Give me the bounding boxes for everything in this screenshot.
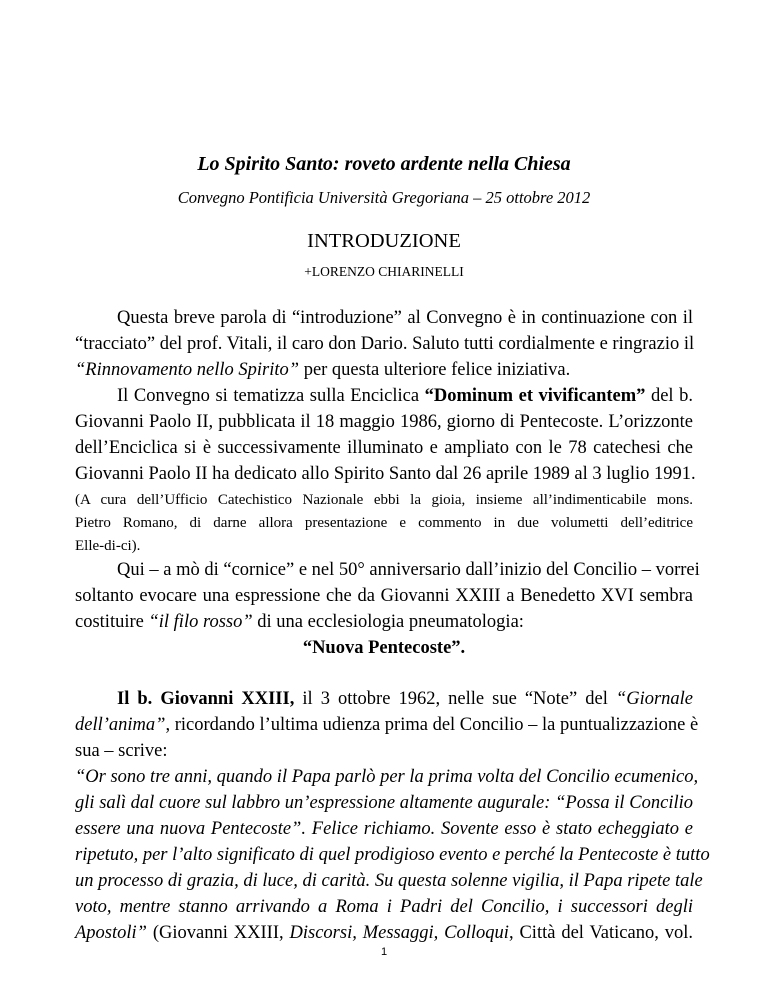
paragraph-text: il 3 ottobre 1962, nelle sue “Note” del — [294, 689, 616, 709]
highlight-phrase: “Nuova Pentecoste”. — [302, 638, 466, 658]
paragraph-line: Questa breve parola di “introduzione” al Convegno è in continuazione con il — [117, 308, 693, 328]
italic-text: “il filo rosso” — [148, 612, 253, 632]
italic-text: Apostoli” — [75, 923, 147, 943]
paragraph-text: , ricordando l’ultima udienza prima del Concilio – la puntualizzazione è — [165, 715, 699, 735]
paragraph-text: , Città del Vaticano, vol. — [508, 923, 694, 943]
paragraph-line: Giovanni Paolo II ha dedicato allo Spirito Santo dal 26 aprile 1989 al 3 luglio 1991. — [75, 464, 696, 484]
quote-line: “Or sono tre anni, quando il Papa parlò per la prima volta del Concilio ecumenico, — [75, 767, 699, 787]
bold-text: “Dominum et vivificantem” — [424, 386, 646, 406]
quote-line: un processo di grazia, di luce, di carità. Su questa solenne vigilia, il Papa ripete tale — [75, 871, 703, 891]
paragraph-line: Giovanni Paolo II, pubblicata il 18 maggio 1986, giorno di Pentecoste. L’orizzonte — [75, 412, 693, 432]
italic-text: “Giornale — [615, 689, 694, 709]
quote-line — [75, 920, 693, 946]
section-heading: INTRODUZIONE — [307, 230, 461, 252]
paragraph-line: soltanto evocare una espressione che da Giovanni XXIII a Benedetto XVI sembra — [75, 586, 693, 606]
paragraph-line: sua – scrive: — [75, 741, 168, 761]
italic-text: Discorsi, Messaggi, Colloqui — [289, 923, 509, 943]
italic-text: “Rinnovamento nello Spirito” — [75, 360, 300, 380]
author-name: +LORENZO CHIARINELLI — [304, 264, 464, 279]
document-subtitle: Convegno Pontificia Università Gregoriana – 25 ottobre 2012 — [177, 188, 591, 207]
paragraph-text: Il Convegno si tematizza sulla Enciclica — [117, 386, 425, 406]
note-line: (A cura dell’Ufficio Catechistico Nazionale ebbi la gioia, insieme all’indimenticabile mons. — [75, 492, 693, 508]
italic-text: dell’anima” — [75, 715, 166, 735]
document-title: Lo Spirito Santo: roveto ardente nella Chiesa — [197, 153, 571, 175]
paragraph-text: di una ecclesiologia pneumatologia: — [252, 612, 524, 632]
paragraph-text: costituire — [75, 612, 149, 632]
paragraph-text: del b. — [645, 386, 693, 406]
quote-line: essere una nuova Pentecoste”. Felice richiamo. Sovente esso è stato echeggiato e — [75, 819, 693, 839]
paragraph-line — [75, 357, 693, 383]
paragraph-line: Qui – a mò di “cornice” e nel 50° anniversario dall’inizio del Concilio – vorrei — [117, 560, 700, 580]
paragraph-line — [75, 609, 693, 635]
paragraph-text: (Giovanni XXIII, — [146, 923, 290, 943]
paragraph-line — [75, 712, 699, 738]
quote-line: voto, mentre stanno arrivando a Roma i Padri del Concilio, i successori degli — [75, 897, 693, 917]
paragraph-line: dell’Enciclica si è successivamente illuminato e ampliato con le 78 catechesi che — [75, 438, 693, 458]
page-number: 1 — [380, 946, 388, 958]
note-line: Elle-di-ci). — [75, 538, 141, 554]
quote-line: gli salì dal cuore sul labbro un’espressione altamente augurale: “Possa il Concilio — [75, 793, 693, 813]
paragraph-line: “tracciato” del prof. Vitali, il caro don Dario. Saluto tutti cordialmente e ringrazio il — [75, 334, 695, 354]
bold-text: Il b. Giovanni XXIII, — [117, 689, 295, 709]
note-line: Pietro Romano, di darne allora presentazione e commento in due volumetti dell’editrice — [75, 515, 693, 531]
paragraph-line — [117, 686, 693, 712]
paragraph-line — [117, 383, 693, 409]
quote-line: ripetuto, per l’alto significato di quel prodigioso evento e perché la Pentecoste è tutto — [75, 845, 710, 865]
paragraph-text: per questa ulteriore felice iniziativa. — [299, 360, 571, 380]
